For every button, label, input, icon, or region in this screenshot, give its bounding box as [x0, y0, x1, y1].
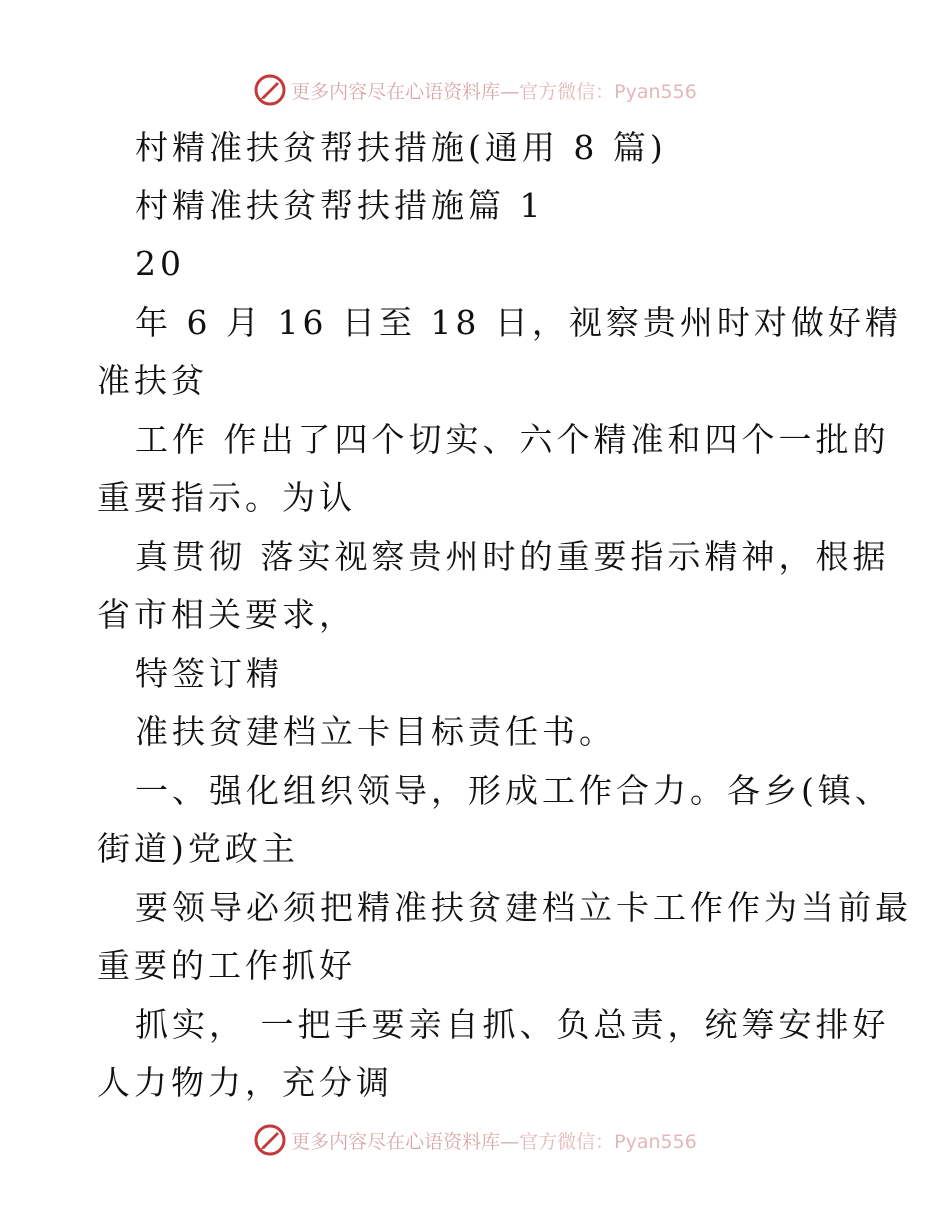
doc-line: 特签订精: [135, 654, 283, 693]
watermark-separator: —: [500, 1130, 520, 1153]
doc-line: 抓实， 一把手要亲自抓、负总责，统筹安排好: [135, 1005, 890, 1044]
doc-line: 20: [135, 244, 185, 283]
doc-line: 要领导必须把精准扶贫建档立卡工作作为当前最: [135, 888, 912, 927]
doc-line: 重要的工作抓好: [97, 946, 356, 985]
doc-line: 一、强化组织领导，形成工作合力。各乡(镇、: [135, 771, 892, 810]
doc-title: 村精准扶贫帮扶措施(通用 8 篇): [135, 128, 667, 167]
doc-line: 人力物力，充分调: [97, 1063, 393, 1102]
watermark-footer: [0, 1120, 950, 1160]
doc-line: 年 6 月 16 日至 18 日，视察贵州时对做好精: [135, 303, 902, 342]
watermark-wechat-text: 官方微信：Pyan556: [519, 1130, 697, 1153]
doc-line: 准扶贫建档立卡目标责任书。: [135, 712, 616, 751]
doc-line: 重要指示。为认: [97, 478, 356, 517]
watermark-main-text: 更多内容尽在心语资料库: [291, 80, 501, 103]
doc-line: 真贯彻 落实视察贵州时的重要指示精神，根据: [135, 537, 890, 576]
watermark-wechat-text: 官方微信：Pyan556: [519, 80, 697, 103]
doc-subtitle: 村精准扶贫帮扶措施篇 1: [135, 186, 545, 225]
doc-line: 省市相关要求，: [97, 595, 356, 634]
doc-line: 街道)党政主: [97, 829, 299, 868]
doc-line: 准扶贫: [97, 361, 208, 400]
quill-logo-icon: [253, 1123, 287, 1157]
doc-line: 工作 作出了四个切实、六个精准和四个一批的: [135, 420, 890, 459]
watermark-main-text: 更多内容尽在心语资料库: [291, 1130, 501, 1153]
watermark-text: [291, 1127, 697, 1154]
watermark-separator: —: [500, 80, 520, 103]
